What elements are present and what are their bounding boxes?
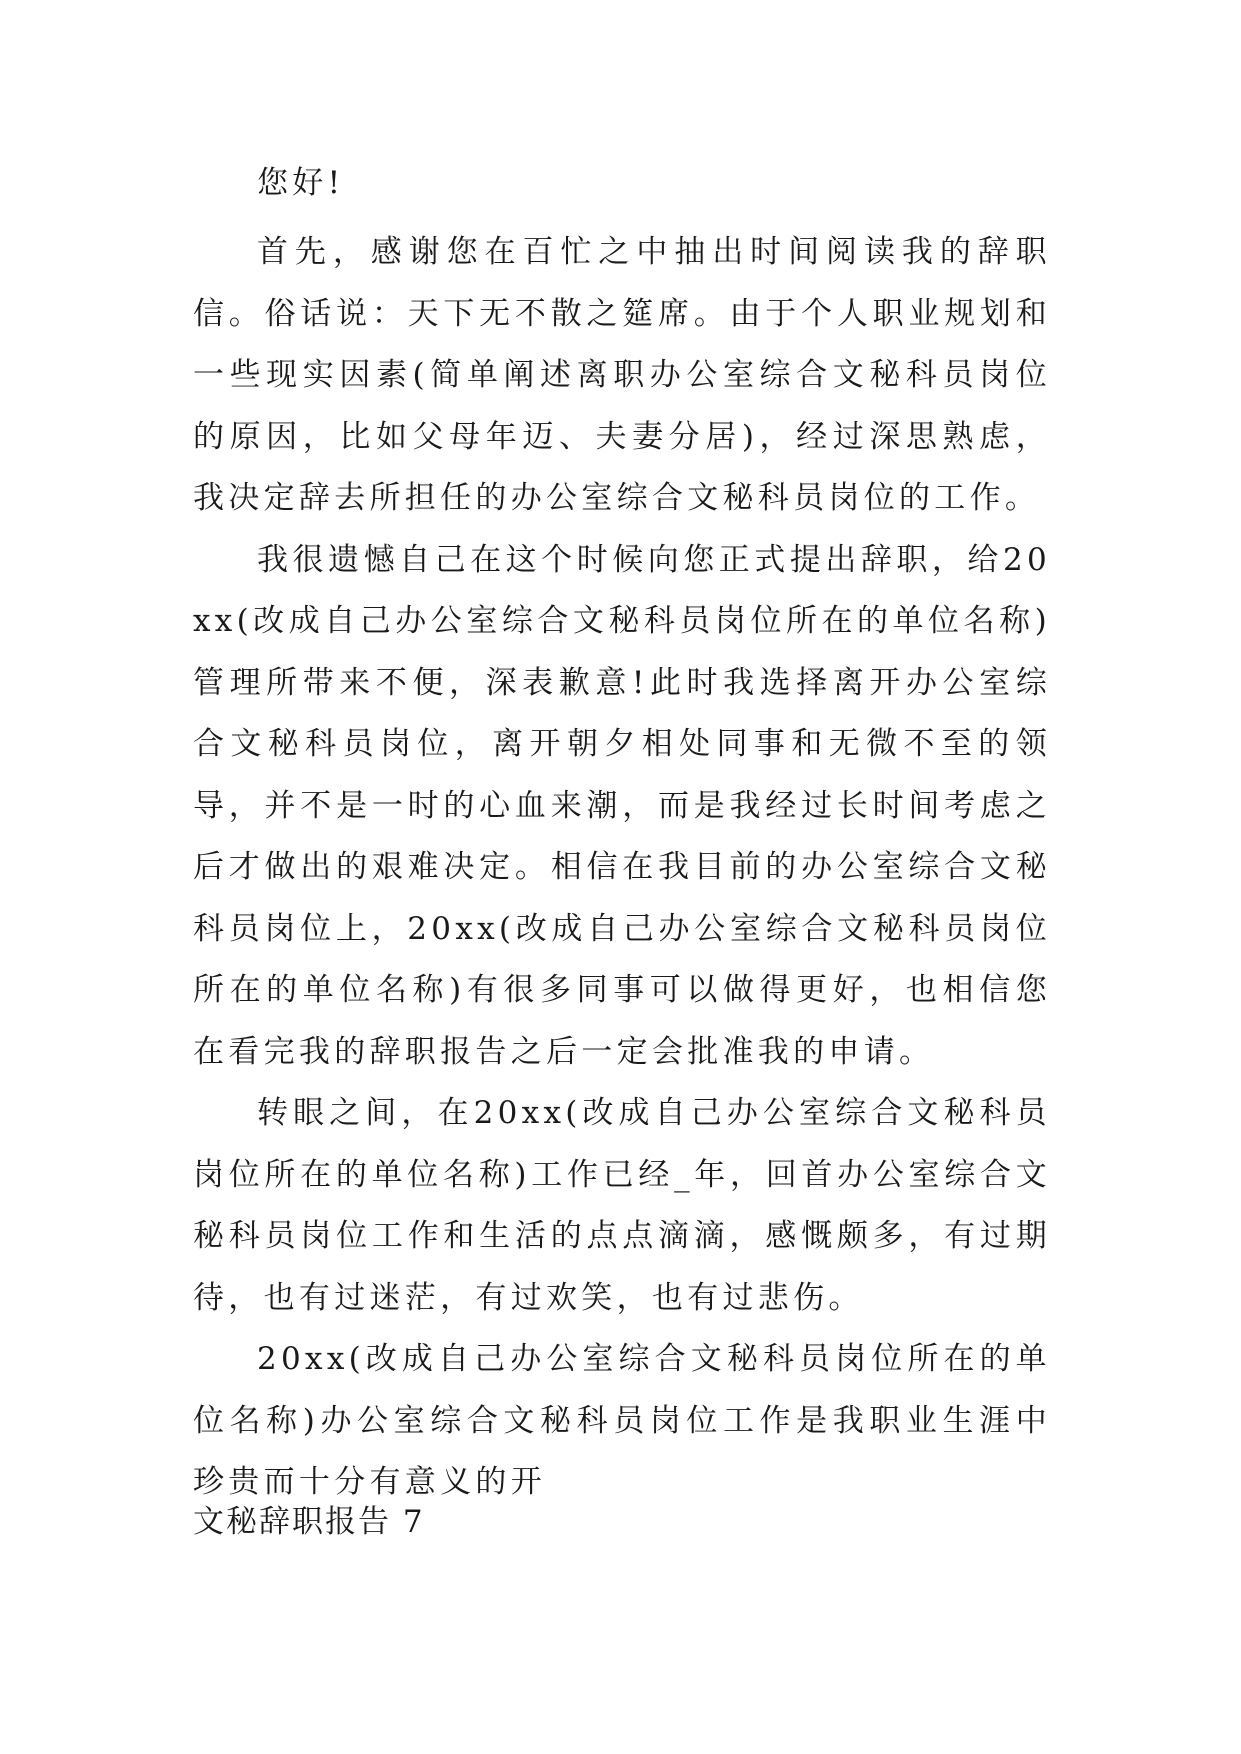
greeting: 您好! bbox=[257, 165, 345, 201]
paragraph-reflection: 转眼之间，在20xx(改成自己办公室综合文秘科员岗位所在的单位名称)工作已经_年，回首办公室综合文秘科员岗位工作和生活的点点滴滴，感慨颇多，有过期待，也有过迷茫，有过欢笑，也有过悲伤。 bbox=[193, 1095, 1051, 1316]
section-title: 文秘辞职报告 7 bbox=[193, 1504, 425, 1540]
letter-body bbox=[193, 158, 1051, 1514]
paragraph-regret: 我很遗憾自己在这个时候向您正式提出辞职，给20xx(改成自己办公室综合文秘科员岗位所在的单位名称)管理所带来不便，深表歉意!此时我选择离开办公室综合文秘科员岗位，离开朝夕相处同事和无微不至的领导，并不是一时的心血来潮，而是我经过长时间考虑之后才做出的艰难决定。相信在我目前的办公室综合文秘科员岗位上，20xx(改成自己办公室综合文秘科员岗位所在的单位名称)有很多同事可以做得更好，也相信您在看完我的辞职报告之后一定会批准我的申请。 bbox=[193, 541, 1051, 1070]
paragraph-gratitude: 首先，感谢您在百忙之中抽出时间阅读我的辞职信。俗话说：天下无不散之筵席。由于个人职业规划和一些现实因素(简单阐述离职办公室综合文秘科员岗位的原因，比如父母年迈、夫妻分居)，经过深思熟虑，我决定辞去所担任的办公室综合文秘科员岗位的工作。 bbox=[193, 234, 1051, 516]
paragraph-career: 20xx(改成自己办公室综合文秘科员岗位所在的单位名称)办公室综合文秘科员岗位工作是我职业生涯中珍贵而十分有意义的开 bbox=[193, 1341, 1051, 1500]
